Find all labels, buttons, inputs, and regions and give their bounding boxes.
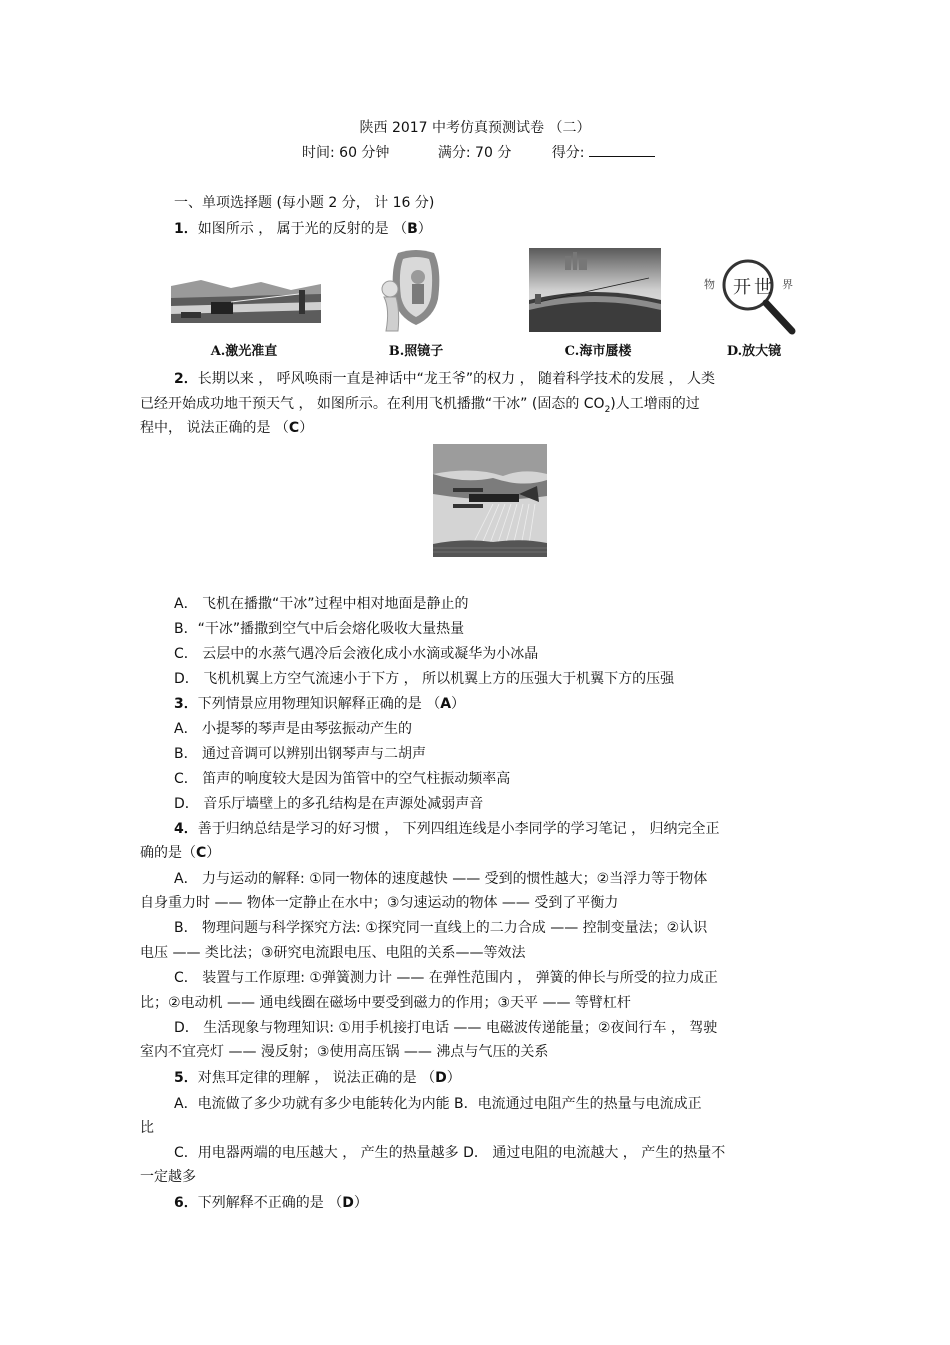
question-stem: 下列解释不正确的是 （ [197,1195,343,1211]
figure-laser-alignment [171,268,321,323]
answer: C [288,420,300,436]
q4-option-d-line2: 室内不宜亮灯 —— 漫反射；③使用高压锅 —— 沸点与气压的关系 [140,1044,549,1060]
question-text: 程中， 说法正确的是 （ [140,420,289,436]
figure-cloud-seeding-plane [433,444,547,557]
q2-option-c: C． 云层中的水蒸气遇冷后会液化成小水滴或凝华为小冰晶 [174,646,539,662]
paren-close: ） [299,420,314,436]
q4-option-c-line2: 比；②电动机 —— 通电线圈在磁场中要受到磁力的作用；③天平 —— 等臂杠杆 [140,995,631,1011]
question-number: 5． [174,1070,198,1086]
question-number: 6． [174,1195,198,1211]
answer: A [440,696,452,712]
question-number: 2． [174,371,198,387]
q4-option-c-line1: C． 装置与工作原理: ①弹簧测力计 —— 在弹性范围内 ， 弹簧的伸长与所受的拉力成正 [174,970,718,986]
figure-magnifier [702,257,810,337]
section-heading: 一、单项选择题 (每小题 2 分， 计 16 分) [174,195,435,211]
q2-option-a: A． 飞机在播撒“干冰”过程中相对地面是静止的 [174,596,469,612]
score-blank [589,144,655,157]
magnifier-left-char: 物 [704,278,715,291]
paren-close: ） [353,1195,368,1211]
question-3 [174,694,465,714]
exam-meta [302,143,655,163]
q5-options-cd: C．用电器两端的电压越大 ， 产生的热量越多 D． 通过电阻的电流越大 ， 产生的热量不 [174,1145,726,1161]
q3-option-b: B． 通过音调可以辨别出钢琴声与二胡声 [174,746,427,762]
subscript: 2 [604,404,611,415]
caption-d: D.放大镜 [726,344,782,359]
magnifier-right-char: 界 [782,278,793,291]
question-text: 已经开始成功地干预天气 ， 如图所示。在利用飞机播撒“干冰” (固态的 CO [140,396,605,412]
score-label: 满分: 70 分 [437,145,512,161]
time-label: 时间: 60 分钟 [302,145,390,161]
question-2-line3 [140,418,313,438]
q4-option-a-line1: A． 力与运动的解释: ①同一物体的速度越快 —— 受到的惯性越大；②当浮力等于物体 [174,871,708,887]
q3-option-c: C． 笛声的响度较大是因为笛管中的空气柱振动频率高 [174,771,511,787]
question-6 [174,1193,368,1213]
q2-option-b: B．“干冰”播撒到空气中后会熔化吸收大量热量 [174,621,465,637]
question-number: 4． [174,821,198,837]
got-label: 得分: [551,145,585,161]
question-2-line2 [140,394,700,420]
question-number: 1． [174,221,198,237]
question-number: 3． [174,696,198,712]
question-4-line2 [140,843,220,863]
question-stem: 下列情景应用物理知识解释正确的是 （ [197,696,441,712]
question-text: 善于归纳总结是学习的好习惯 ， 下列四组连线是小李同学的学习笔记 ， 归纳完全正 [197,821,720,837]
q4-option-b-line1: B． 物理问题与科学探究方法: ①探究同一直线上的二力合成 —— 控制变量法；②认识 [174,920,708,936]
q5-options-cd-wrap: 一定越多 [140,1169,196,1185]
svg-text:开: 开 [733,277,751,298]
caption-a: A.激光准直 [210,344,278,359]
figure-mirror [376,249,456,333]
caption-b: B.照镜子 [388,344,444,359]
question-stem: 对焦耳定律的理解 ， 说法正确的是 （ [197,1070,436,1086]
question-stem: 如图所示 ， 属于光的反射的是 （ [197,221,408,237]
q5-options-ab-wrap: 比 [140,1120,154,1136]
q3-option-d: D． 音乐厅墙壁上的多孔结构是在声源处减弱声音 [174,796,484,812]
q4-option-d-line1: D． 生活现象与物理知识: ①用手机接打电话 —— 电磁波传递能量；②夜间行车 ， 驾驶 [174,1020,718,1036]
answer: D [342,1195,354,1211]
q2-option-d: D． 飞机机翼上方空气流速小于下方 ， 所以机翼上方的压强大于机翼下方的压强 [174,671,675,687]
question-text: 长期以来 ， 呼风唤雨一直是神话中“龙王爷”的权力 ， 随着科学技术的发展 ， 人类 [197,371,715,387]
q5-options-ab: A．电流做了多少功就有多少电能转化为内能 B．电流通过电阻产生的热量与电流成正 [174,1096,702,1112]
question-2-line1 [174,369,715,389]
question-text: )人工增雨的过 [610,396,700,412]
exam-title: 陕西 2017 中考仿真预测试卷 （二） [359,120,591,136]
question-4-line1 [174,819,720,839]
question-text: 确的是（ [140,845,196,861]
q3-option-a: A． 小提琴的琴声是由琴弦振动产生的 [174,721,413,737]
caption-c: C.海市蜃楼 [564,344,632,359]
question-1 [174,219,432,239]
q4-option-a-line2: 自身重力时 —— 物体一定静止在水中；③匀速运动的物体 —— 受到了平衡力 [140,895,619,911]
question-5 [174,1068,461,1088]
paren-close: ） [417,221,432,237]
answer: C [196,845,207,861]
answer: D [435,1070,447,1086]
figure-mirage [529,248,661,332]
q4-option-b-line2: 电压 —— 类比法；③研究电流跟电压、电阻的关系——等效法 [140,945,526,961]
svg-text:世: 世 [754,277,772,298]
paren-close: ） [451,696,466,712]
paren-close: ） [206,845,221,861]
paren-close: ） [446,1070,461,1086]
answer: B [407,221,418,237]
